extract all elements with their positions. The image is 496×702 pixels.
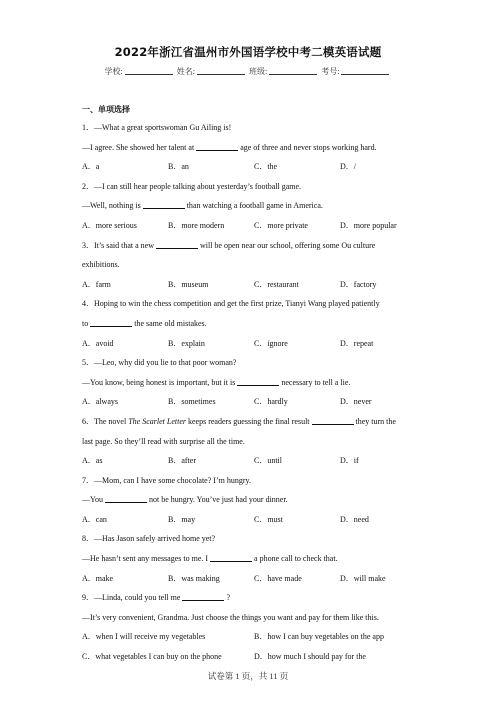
options-row <box>82 510 422 530</box>
options-row <box>82 334 422 354</box>
option-d[interactable]: D．repeat <box>340 338 374 348</box>
options-row <box>82 647 422 667</box>
reply-text: —He hasn’t sent any messages to me. I <box>82 554 209 564</box>
stem-text: the same old mistakes. <box>134 318 207 328</box>
stem-text: will be open near our school, offering some Ou culture <box>199 240 376 250</box>
option-c[interactable]: C．ignore <box>254 338 288 348</box>
option-a[interactable]: A．more serious <box>82 220 137 230</box>
student-info-line <box>0 66 496 77</box>
option-c[interactable]: C．the <box>254 162 278 172</box>
options-row <box>82 627 422 647</box>
question-stem: 2．—I can still hear people talking about yesterday’s football game. <box>82 181 302 191</box>
option-c[interactable]: C．have made <box>254 573 302 583</box>
options-row <box>82 157 422 177</box>
question-reply <box>82 490 422 510</box>
option-c[interactable]: C．what vegetables I can buy on the phone <box>82 652 222 662</box>
option-a[interactable]: A．a <box>82 162 100 172</box>
option-b[interactable]: B．was making <box>168 573 220 583</box>
option-c[interactable]: C．hardly <box>254 397 288 407</box>
number-blank[interactable] <box>341 66 389 75</box>
class-label: 班级: <box>249 67 268 76</box>
question-stem <box>82 412 422 432</box>
option-d[interactable]: D．need <box>340 514 369 524</box>
reply-text: not be hungry. You’ve just had your dinner. <box>148 495 288 505</box>
section-heading: 一、单项选择 <box>82 105 130 114</box>
option-b[interactable]: B．how I can buy vegetables on the app <box>254 632 384 642</box>
answer-blank <box>143 200 185 209</box>
reply-text: necessary to tell a lie. <box>281 377 351 387</box>
question-stem <box>82 588 422 608</box>
option-a[interactable]: A．when I will receive my vegetables <box>82 632 206 642</box>
stem-text: they turn the <box>355 416 396 426</box>
option-d[interactable]: D．more popular <box>340 220 397 230</box>
exam-title: 2022年浙江省温州市外国语学校中考二模英语试题 <box>114 45 382 59</box>
answer-blank <box>105 494 147 503</box>
reply-text: a phone call to check that. <box>254 554 338 564</box>
answer-blank <box>196 142 238 151</box>
question-reply <box>82 138 422 158</box>
school-blank[interactable] <box>125 66 173 75</box>
option-a[interactable]: A．as <box>82 456 103 466</box>
option-b[interactable]: B．more modern <box>168 220 225 230</box>
reply-text: —I agree. She showed her talent at <box>82 142 195 152</box>
reply-text: age of three and never stops working hard. <box>240 142 377 152</box>
reply-text: —Well, nothing is <box>82 201 141 211</box>
stem-text: 6．The novel <box>82 416 127 426</box>
option-d[interactable]: D．factory <box>340 279 377 289</box>
page-footer: 试卷第 1 页，共 11 页 <box>207 671 289 681</box>
option-c[interactable]: C．restaurant <box>254 279 299 289</box>
question-reply: —It’s very convenient, Grandma. Just choose the things you want and pay for them like this. <box>82 612 379 622</box>
option-d[interactable]: D．never <box>340 397 372 407</box>
option-c[interactable]: C．until <box>254 456 283 466</box>
answer-blank <box>237 377 279 386</box>
stem-text: ? <box>226 593 230 603</box>
option-b[interactable]: B．sometimes <box>168 397 216 407</box>
options-row <box>82 569 422 589</box>
answer-blank <box>182 592 224 601</box>
option-c[interactable]: C．must <box>254 514 283 524</box>
question-reply <box>82 196 422 216</box>
question-reply <box>82 549 422 569</box>
options-row <box>82 392 422 412</box>
question-stem: 8．—Has Jason safely arrived home yet? <box>82 534 216 544</box>
option-a[interactable]: A．make <box>82 573 114 583</box>
option-d[interactable]: D．if <box>340 456 359 466</box>
name-blank[interactable] <box>197 66 245 75</box>
option-d[interactable]: D．will make <box>340 573 386 583</box>
options-row <box>82 451 422 471</box>
question-stem: 4．Hoping to win the chess competition and get the first prize, Tianyi Wang played patiently <box>82 299 380 309</box>
option-b[interactable]: B．after <box>168 456 196 466</box>
option-c[interactable]: C．more private <box>254 220 308 230</box>
option-b[interactable]: B．may <box>168 514 196 524</box>
option-a[interactable]: A．always <box>82 397 118 407</box>
questions <box>82 118 422 667</box>
stem-text: to <box>82 318 89 328</box>
option-d[interactable]: D．how much I should pay for the <box>254 652 366 662</box>
number-label: 考号: <box>321 67 340 76</box>
reply-text: than watching a football game in America. <box>186 201 323 211</box>
answer-blank <box>210 553 252 562</box>
question-stem <box>82 236 422 256</box>
school-label: 学校: <box>104 67 123 76</box>
stem-text: 3．It’s said that a new <box>82 240 154 250</box>
answer-blank <box>312 416 354 425</box>
question-stem: 7．—Mom, can I have some chocolate? I’m hungry. <box>82 475 251 485</box>
option-a[interactable]: A．avoid <box>82 338 114 348</box>
book-title: The Scarlet Letter <box>128 416 186 426</box>
answer-blank <box>156 240 198 249</box>
answer-blank <box>90 318 132 327</box>
option-b[interactable]: B．museum <box>168 279 209 289</box>
reply-text: —You know, being honest is important, but it is <box>82 377 236 387</box>
question-stem-cont <box>82 314 422 334</box>
option-d[interactable]: D．/ <box>340 162 356 172</box>
stem-text: 9．—Linda, could you tell me <box>82 593 181 603</box>
class-blank[interactable] <box>269 66 317 75</box>
question-stem: 1．—What a great sportswoman Gu Ailing is! <box>82 123 232 132</box>
reply-text: —You <box>82 495 103 505</box>
option-b[interactable]: B．explain <box>168 338 205 348</box>
option-a[interactable]: A．farm <box>82 279 111 289</box>
question-stem-cont: last page. So they’ll read with surprise all the time. <box>82 436 245 446</box>
option-b[interactable]: B．an <box>168 162 189 172</box>
question-reply <box>82 373 422 393</box>
stem-text: keeps readers guessing the final result <box>188 416 310 426</box>
option-a[interactable]: A．can <box>82 514 107 524</box>
question-stem-cont: exhibitions. <box>82 260 120 270</box>
options-row <box>82 216 422 236</box>
question-stem: 5．—Leo, why did you lie to that poor woman? <box>82 358 237 368</box>
name-label: 姓名: <box>176 67 195 76</box>
options-row <box>82 275 422 295</box>
